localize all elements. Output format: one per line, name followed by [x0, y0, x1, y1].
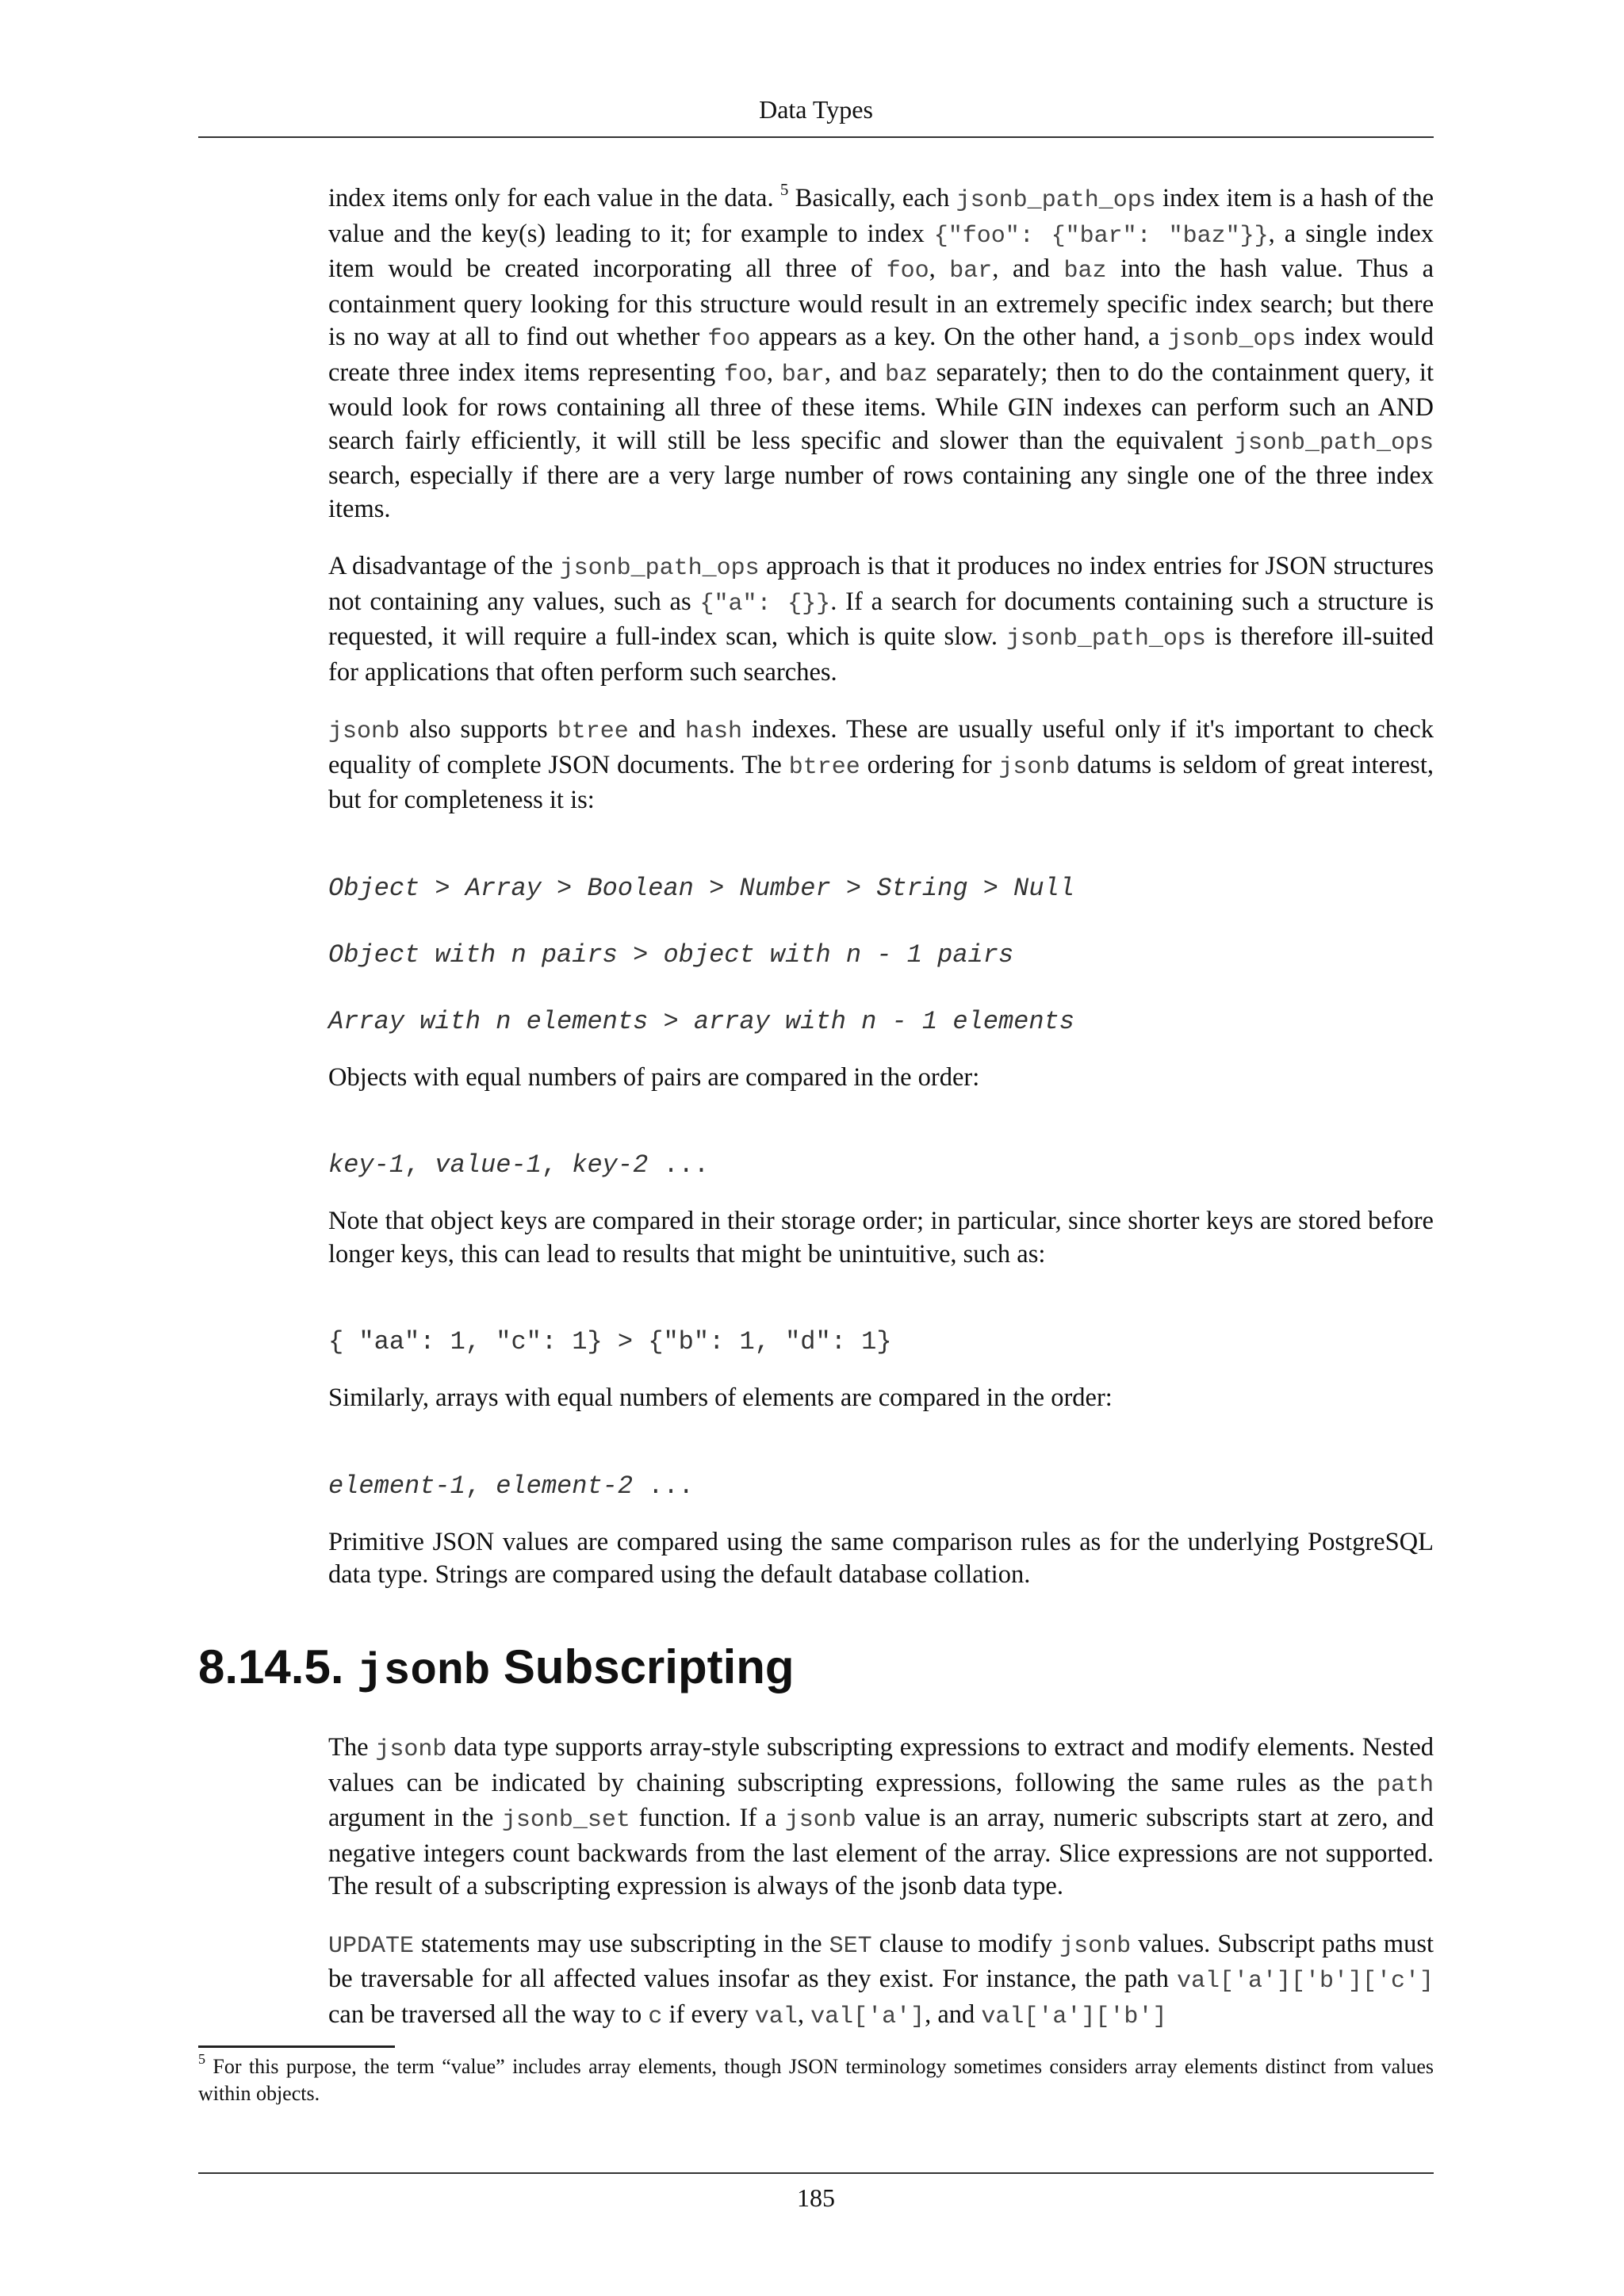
- paragraph-object-order: Objects with equal numbers of pairs are compared in the order:: [328, 1062, 980, 1092]
- paragraph-btree-hash: jsonb also supports btree and hash indexes. These are usually useful only if it's important to check equality of complete JSON documents. The btree ordering for jsonb datums is seldom of great interest, but for completeness it is:: [328, 715, 1434, 814]
- running-header: Data Types: [759, 95, 873, 124]
- paragraph-primitive-values: Primitive JSON values are compared using the same comparison rules as for the underlying PostgreSQL data type. Strings are compared using the default database collation.: [328, 1527, 1434, 1589]
- section-content: [328, 1732, 1434, 2034]
- section-heading: 8.14.5. jsonb Subscripting: [198, 1640, 795, 1697]
- footer-rule: [198, 2172, 1434, 2174]
- main-content: [328, 182, 1434, 1592]
- paragraph-path-ops-disadvantage: A disadvantage of the jsonb_path_ops approach is that it produces no index entries for JSON structures not containing any values, such as {"a": {}}. If a search for documents containing such a structure is requested, it will require a full-index scan, which is quite slow. jsonb_path_ops is therefore ill-suited for applications that often perform such searches.: [328, 552, 1434, 687]
- footnote-ref[interactable]: 5: [779, 180, 789, 199]
- header-rule: [198, 136, 1434, 138]
- footnote-rule: [198, 2045, 395, 2048]
- paragraph-path-ops-index: index items only for each value in the data. $^5$ Basically, each jsonb_path_ops index item is a hash of the value and the key(s) leading to it; for example to index {"foo": {"bar": "baz"}}, a single index item would be created incorporating all three of foo, bar, and baz into the hash value. Thus a containment query looking for this structure would result in an extremely specific index search; but there is no way at all to find out whether foo appears as a key. On the other hand, a jsonb_ops index would create three index items representing foo, bar, and baz separately; then to do the containment query, it would look for rows containing all three of these items. While GIN indexes can perform such an AND search fairly efficiently, it will still be less specific and slower than the equivalent jsonb_path_ops search, especially if there are a very large number of rows containing any single one of the three index items.: [328, 180, 1434, 523]
- paragraph-subscripting-intro: The jsonb data type supports array-style subscripting expressions to extract and modify elements. Nested values can be indicated by chaining subscripting expressions, following the same rules as the path argument in the jsonb_set function. If a jsonb value is an array, numeric subscripts start at zero, and negative integers count backwards from the last element of the array. Slice expressions are not supported. The result of a subscripting expression is always of the jsonb data type.: [328, 1733, 1434, 1900]
- example-element-order: element-1, element-2 ...: [328, 1471, 694, 1501]
- example-key-comparison: { "aa": 1, "c": 1} > {"b": 1, "d": 1}: [328, 1327, 892, 1357]
- paragraph-array-order: Similarly, arrays with equal numbers of elements are compared in the order:: [328, 1383, 1113, 1412]
- footnote: $^5$ For this purpose, the term “value” includes array elements, though JSON terminology sometimes considers array elements distinct from values within objects.: [198, 2051, 1434, 2105]
- page-number: 185: [797, 2183, 835, 2212]
- ordering-line-types: Object > Array > Boolean > Number > String > Null: [328, 873, 1074, 903]
- ordering-rules: [328, 873, 1434, 1038]
- ordering-line-objects: Object with n pairs > object with n - 1 pairs: [328, 939, 1014, 970]
- example-pair-order: key-1, value-1, key-2 ...: [328, 1150, 710, 1180]
- paragraph-storage-order: Note that object keys are compared in their storage order; in particular, since shorter keys are stored before longer keys, this can lead to results that might be unintuitive, such as:: [328, 1207, 1434, 1269]
- footnote-number: 5: [198, 2051, 205, 2067]
- paragraph-update-subscripting: UPDATE statements may use subscripting in the SET clause to modify jsonb values. Subscript paths must be traversable for all affected values insofar as they exist. For instance, the path val['a']['b']['c'] can be traversed all the way to c if every val, val['a'], and val['a']['b']: [328, 1929, 1434, 2030]
- ordering-line-arrays: Array with n elements > array with n - 1 elements: [328, 1006, 1074, 1036]
